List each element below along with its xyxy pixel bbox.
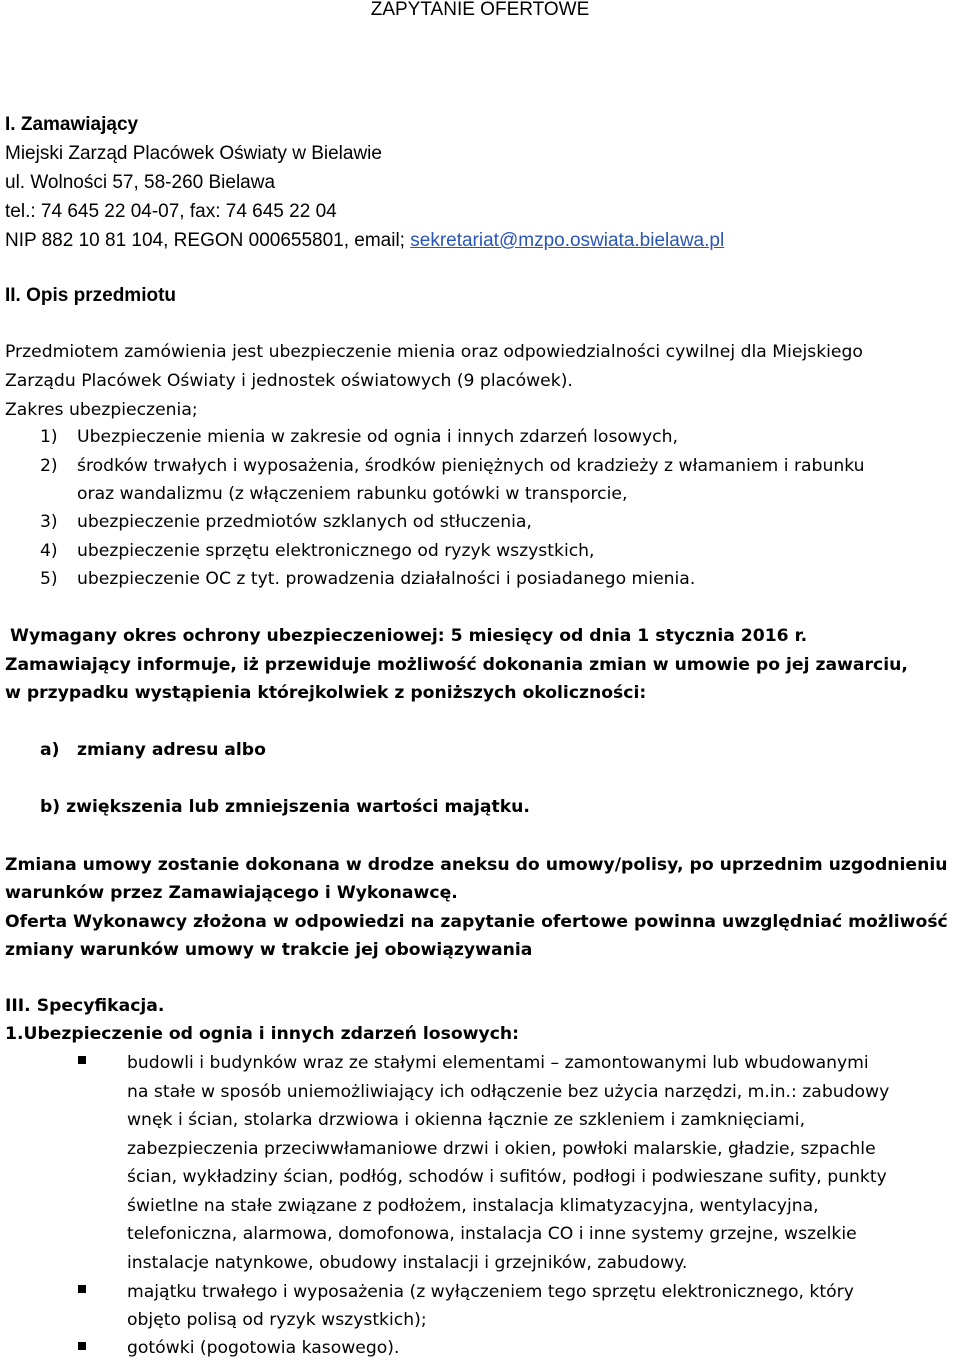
bullet-1-line-5: ścian, wykładziny ścian, podłóg, schodów i sufitów, podłogi i podwieszane sufity, punkty: [127, 1167, 887, 1187]
square-bullet-icon: [78, 1056, 86, 1064]
bullet-2-line-2: objęto polisą od ryzyk wszystkich);: [127, 1310, 427, 1330]
square-bullet-icon: [78, 1285, 86, 1293]
scope-item-2-continuation: oraz wandalizmu (z włączeniem rabunku gotówki w transporcie,: [77, 484, 628, 504]
change-a-label: a): [40, 740, 60, 760]
scope-item-2-number: 2): [40, 456, 58, 476]
square-bullet-icon: [78, 1342, 86, 1350]
scope-item-3-number: 3): [40, 512, 58, 532]
insurance-period: Wymagany okres ochrony ubezpieczeniowej: 5 miesięcy od dnia 1 stycznia 2016 r.: [10, 626, 808, 646]
annex-line-1: Zmiana umowy zostanie dokonana w drodze aneksu do umowy/polisy, po uprzednim uzgodnieniu: [5, 855, 948, 875]
section-3-subheading: 1.Ubezpieczenie od ognia i innych zdarzeń losowych:: [5, 1024, 520, 1044]
scope-item-4-number: 4): [40, 541, 58, 561]
bullet-1-line-6: świetlne na stałe związane z podłożem, instalacja klimatyzacyjna, wentylacyjna,: [127, 1196, 819, 1216]
scope-item-5-number: 5): [40, 569, 58, 589]
offer-line-1: Oferta Wykonawcy złożona w odpowiedzi na zapytanie ofertowe powinna uwzględniać możliwość: [5, 912, 948, 932]
scope-item-2-text: środków trwałych i wyposażenia, środków pieniężnych od kradzieży z włamaniem i rabunku: [77, 456, 865, 476]
section-1-heading: I. Zamawiający: [5, 114, 139, 135]
scope-label: Zakres ubezpieczenia;: [5, 400, 198, 420]
bullet-1-line-1: budowli i budynków wraz ze stałymi elementami – zamontowanymi lub wbudowanymi: [127, 1053, 869, 1073]
scope-item-1-text: Ubezpieczenie mienia w zakresie od ognia i innych zdarzeń losowych,: [77, 427, 678, 447]
document-title: ZAPYTANIE OFERTOWE: [370, 0, 590, 20]
changes-line-1: Zamawiający informuje, iż przewiduje możliwość dokonania zmian w umowie po jej zawarciu,: [5, 655, 908, 675]
ids-text: NIP 882 10 81 104, REGON 000655801, email;: [5, 230, 411, 251]
offer-line-2: zmiany warunków umowy w trakcie jej obowiązywania: [5, 940, 533, 960]
subject-intro-line-1: Przedmiotem zamówienia jest ubezpieczenie mienia oraz odpowiedzialności cywilnej dla Miejskiego: [5, 342, 863, 362]
change-a-text: zmiany adresu albo: [77, 740, 266, 760]
scope-item-3-text: ubezpieczenie przedmiotów szklanych od stłuczenia,: [77, 512, 532, 532]
email-link[interactable]: sekretariat@mzpo.oswiata.bielawa.pl: [410, 230, 725, 251]
bullet-1-line-3: wnęk i ścian, stolarka drzwiowa i okienna łącznie ze szkleniem i zamknięciami,: [127, 1110, 806, 1130]
contracting-authority-address: ul. Wolności 57, 58-260 Bielawa: [5, 172, 276, 193]
subject-intro-line-2: Zarządu Placówek Oświaty i jednostek oświatowych (9 placówek).: [5, 371, 573, 391]
bullet-1-line-8: instalacje natynkowe, obudowy instalacji i grzejników, zabudowy.: [127, 1253, 688, 1273]
changes-line-2: w przypadku wystąpienia którejkolwiek z poniższych okoliczności:: [5, 683, 647, 703]
bullet-1-line-7: telefoniczna, alarmowa, domofonowa, instalacja CO i inne systemy grzejne, wszelkie: [127, 1224, 857, 1244]
scope-item-1-number: 1): [40, 427, 58, 447]
bullet-1-line-2: na stałe w sposób uniemożliwiający ich odłączenie bez użycia narzędzi, m.in.: zabudowy: [127, 1082, 890, 1102]
contracting-authority-name: Miejski Zarząd Placówek Oświaty w Bielawie: [5, 143, 382, 164]
bullet-1-line-4: zabezpieczenia przeciwwłamaniowe drzwi i okien, powłoki malarskie, gładzie, szpachle: [127, 1139, 876, 1159]
bullet-2-line-1: majątku trwałego i wyposażenia (z wyłączeniem tego sprzętu elektronicznego, który: [127, 1282, 854, 1302]
annex-line-2: warunków przez Zamawiającego i Wykonawcę.: [5, 883, 458, 903]
section-3-heading: III. Specyfikacja.: [5, 996, 165, 1016]
bullet-3-line-1: gotówki (pogotowia kasowego).: [127, 1338, 400, 1358]
contracting-authority-phone: tel.: 74 645 22 04-07, fax: 74 645 22 04: [5, 201, 337, 222]
scope-item-4-text: ubezpieczenie sprzętu elektronicznego od ryzyk wszystkich,: [77, 541, 595, 561]
change-b: b) zwiększenia lub zmniejszenia wartości majątku.: [40, 797, 530, 817]
section-2-heading: II. Opis przedmiotu: [5, 285, 177, 306]
contracting-authority-ids: [5, 229, 724, 253]
scope-item-5-text: ubezpieczenie OC z tyt. prowadzenia działalności i posiadanego mienia.: [77, 569, 696, 589]
